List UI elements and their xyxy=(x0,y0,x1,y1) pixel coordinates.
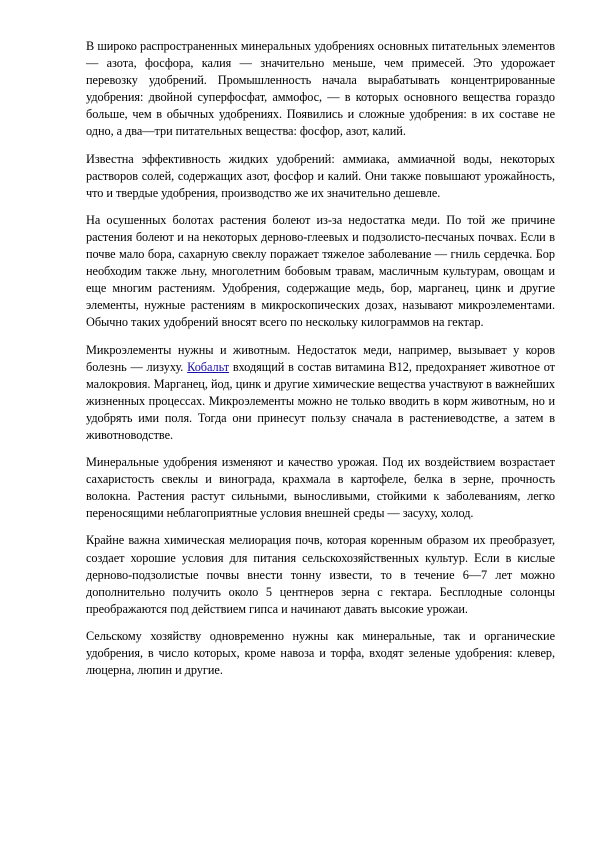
paragraph-7: Сельскому хозяйству одновременно нужны как минеральные, так и органические удобрения, в число которых, кроме навоза и торфа, входят зеленые удобрения: клевер, люцерна, люпин и другие. xyxy=(86,628,555,678)
paragraph-4-text-end: входящий в состав витамина В12, предохраняет животное от малокровия. Марганец, йод, цинк и другие химические вещества участвуют в важнейших жизненных процессах. Микроэлементы можно не только вводить в корм животным, но и удобрять ими поля. Тогда они принесут пользу сначала в растениеводстве, а затем в животноводстве. xyxy=(86,359,555,442)
cobalt-link[interactable]: Кобальт xyxy=(187,359,230,374)
paragraph-4-text-start: Микроэлементы нужны и животным. Недостаток меди, например, вызывает у коров болезнь — лизуху. xyxy=(86,342,555,374)
paragraph-6: Крайне важна химическая мелиорация почв, которая коренным образом их преобразует, создает хорошие условия для питания сельскохозяйственных культур. Если в кислые дерново-подзолистые почвы внести тонну извести, то в течение 6—7 лет можно дополнительно получить около 5 центнеров зерна с гектара. Бесплодные солонцы преображаются под действием гипса и начинают давать высокие урожаи. xyxy=(86,533,555,616)
paragraph-3: На осушенных болотах растения болеют из-за недостатка меди. По той же причине растения болеют и на некоторых дерново-глеевых и подзолисто-песчаных почвах. Если в почве мало бора, сахарную свеклу поражает тяжелое заболевание — гниль сердечка. Бор необходим также льну, многолетним бобовым травам, масличным культурам, овощам и еще многим растениям. Удобрения, содержащие медь, бор, марганец, цинк и другие элементы, нужные растениям в микроскопических дозах, называют микроэлементами. Обычно таких удобрений вносят всего по нескольку килограммов на гектар. xyxy=(86,212,555,330)
paragraph-2: Известна эффективность жидких удобрений: аммиака, аммиачной воды, некоторых растворов солей, содержащих азот, фосфор и калий. Они также повышают урожайность, что и твердые удобрения, производство же их значительно дешевле. xyxy=(86,151,555,200)
paragraph-1: В широко распространенных минеральных удобрениях основных питательных элементов — азота, фосфора, калия — значительно меньше, чем примесей. Это удорожает перевозку удобрений. Промышленность начала вырабатывать концентрированные удобрения: двойной суперфосфат, аммофос, — в которых основного вещества гораздо больше, чем в обычных удобрениях. Появились и сложные удобрения: в их составе не одно, а два—три питательных вещества: фосфор, азот, калий. xyxy=(86,39,555,139)
paragraph-5: Минеральные удобрения изменяют и качество урожая. Под их воздействием возрастает сахаристость свеклы и винограда, крахмала в картофеле, белка в зерне, прочность волокна. Растения растут сильными, выносливыми, стойкими к заболеваниям, легко переносящими неблагоприятные условия внешней среды — засуху, холод. xyxy=(86,455,555,521)
paragraph-4 xyxy=(86,342,555,445)
